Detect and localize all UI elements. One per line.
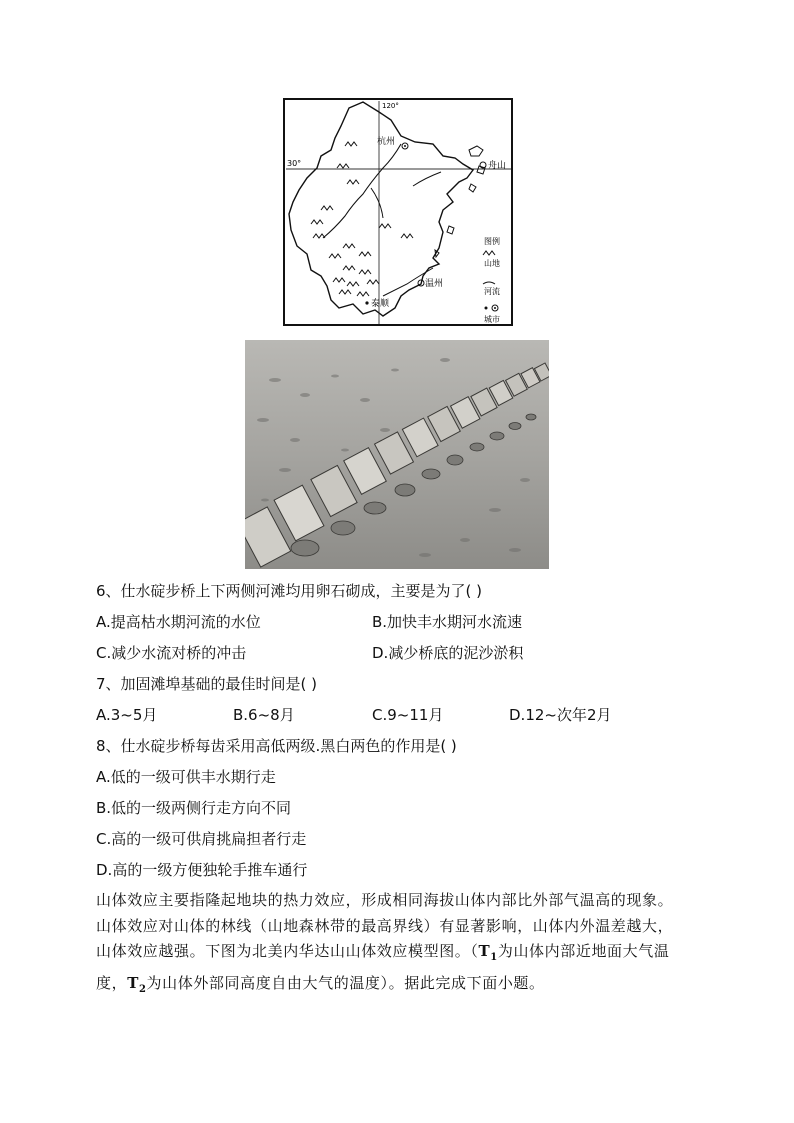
- lat-label: 30°: [287, 159, 302, 168]
- city-wenzhou: 温州: [425, 279, 444, 289]
- question-6-stem: 6、仕水碇步桥上下两侧河滩均用卵石砌成，主要是为了( ): [96, 582, 483, 600]
- question-6-option-d[interactable]: D.减少桥底的泥沙淤积: [372, 644, 524, 662]
- question-8-stem: 8、仕水碇步桥每齿采用高低两级.黑白两色的作用是( ): [96, 737, 457, 755]
- question-7-option-a[interactable]: A.3~5月: [96, 706, 158, 724]
- question-7-option-b[interactable]: B.6~8月: [233, 706, 295, 724]
- t2-symbol: T: [127, 973, 139, 992]
- city-taishun-marker: [365, 301, 368, 304]
- mountain-effect-passage: [96, 888, 736, 1002]
- zhejiang-map: [283, 98, 513, 326]
- passage-line-1: 山体效应主要指隆起地块的热力效应，形成相同海拔山体内部比外部气温高的现象。: [96, 891, 674, 909]
- question-6-option-a[interactable]: A.提高枯水期河流的水位: [96, 613, 261, 631]
- question-8-option-d[interactable]: D.高的一级方便独轮手推车通行: [96, 861, 308, 879]
- city-zhoushan: 舟山: [488, 161, 507, 171]
- question-7-stem: 7、加固滩埠基础的最佳时间是( ): [96, 675, 318, 693]
- legend-town-icon: [485, 307, 488, 310]
- passage-line-4: 度，$T_2$为山体外部同高度自由大气的温度）。据此完成下面小题。: [96, 973, 545, 995]
- question-6-option-c[interactable]: C.减少水流对桥的冲击: [96, 644, 247, 662]
- lon-label: 120°: [382, 102, 399, 110]
- t1-symbol: T: [478, 942, 491, 960]
- question-8-option-a[interactable]: A.低的一级可供丰水期行走: [96, 768, 276, 786]
- legend-city: 城市: [484, 315, 500, 324]
- passage-line-3: 山体效应越强。下图为北美内华达山山体效应模型图。（$T_1$为山体内部近地面大气温: [96, 942, 670, 963]
- question-6-option-b[interactable]: B.加快丰水期河水流速: [372, 613, 523, 631]
- question-8-option-b[interactable]: B.低的一级两侧行走方向不同: [96, 799, 292, 817]
- stepping-stone-bridge-photo: [245, 340, 549, 569]
- question-7-option-c[interactable]: C.9~11月: [372, 706, 444, 724]
- question-8-option-c[interactable]: C.高的一级可供肩挑扁担者行走: [96, 830, 307, 848]
- question-7-option-d[interactable]: D.12~次年2月: [509, 706, 612, 724]
- legend-title: 图例: [484, 237, 500, 246]
- legend-mountain: 山地: [484, 259, 500, 268]
- map-frame: [284, 99, 512, 325]
- city-hangzhou: 杭州: [377, 137, 396, 147]
- legend-river: 河流: [484, 287, 500, 296]
- passage-line-2: 山体效应对山体的林线（山地森林带的最高界线）有显著影响，山体内外温差越大，: [96, 916, 674, 935]
- city-taishun: 泰顺: [371, 299, 390, 309]
